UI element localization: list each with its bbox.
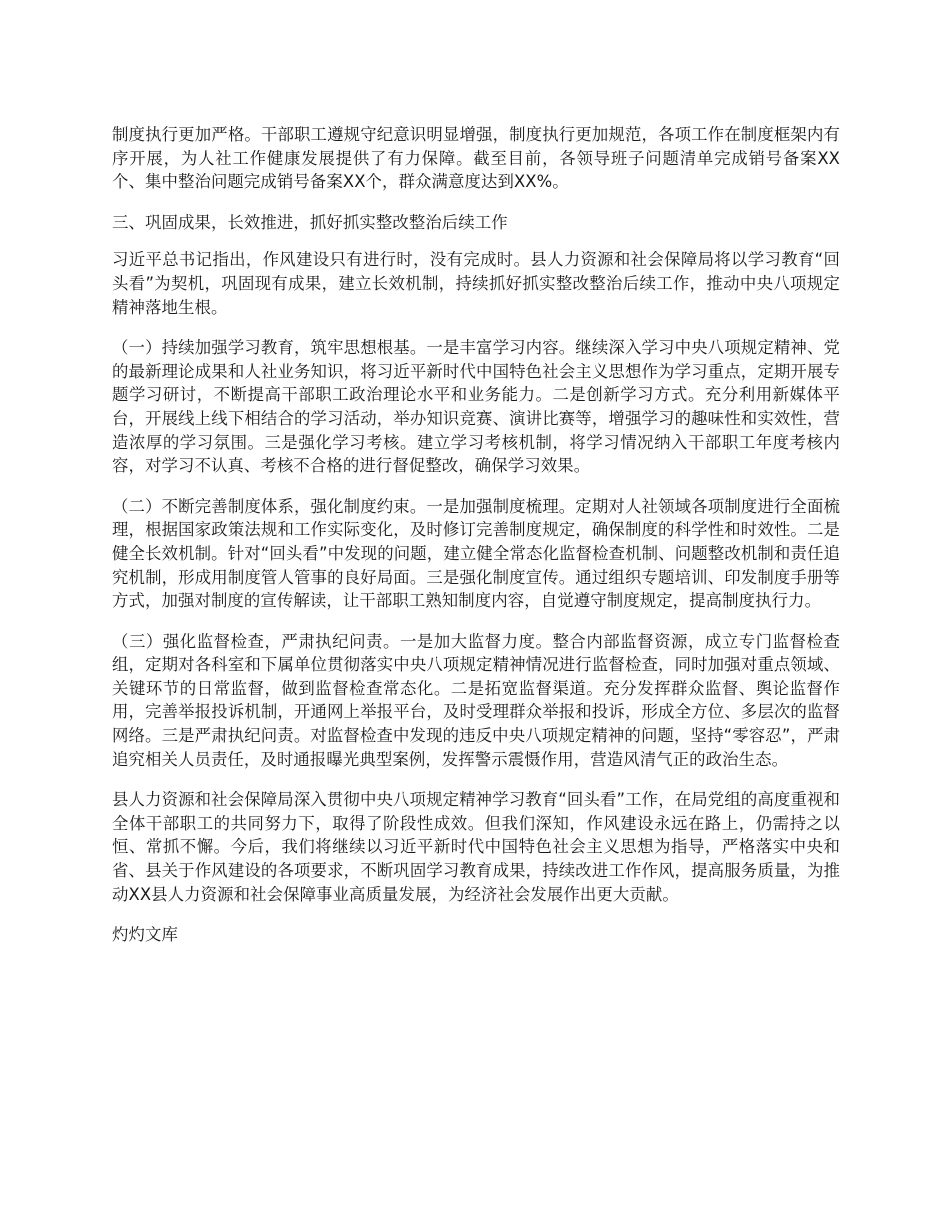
- section-heading: 三、巩固成果，长效推进，抓好抓实整改整治后续工作: [112, 212, 508, 232]
- paragraph-section-lead: 习近平总书记指出，作风建设只有进行时，没有完成时。县人力资源和社会保障局将以学习教育“回头看”为契机，巩固现有成果，建立长效机制，持续抓好抓实整改整治后续工作，推动中央八项规定精神落地生根。: [112, 250, 840, 317]
- paragraph-item-1: （一）持续加强学习教育，筑牢思想根基。一是丰富学习内容。继续深入学习中央八项规定精神、党的最新理论成果和人社业务知识，将习近平新时代中国特色社会主义思想作为学习重点，定期开展专题学习研讨，不断提高干部职工政治理论水平和业务能力。二是创新学习方式。充分利用新媒体平台，开展线上线下相结合的学习活动，举办知识竞赛、演讲比赛等，增强学习的趣味性和实效性，营造浓厚的学习氛围。三是强化学习考核。建立学习考核机制，将学习情况纳入干部职工年度考核内容，对学习不认真、考核不合格的进行督促整改，确保学习效果。: [112, 338, 840, 476]
- paragraph-conclusion: 县人力资源和社会保障局深入贯彻中央八项规定精神学习教育“回头看”工作，在局党组的高度重视和全体干部职工的共同努力下，取得了阶段性成效。但我们深知，作风建设永远在路上，仍需持之以恒、常抓不懈。今后，我们将继续以习近平新时代中国特色社会主义思想为指导，严格落实中央和省、县关于作风建设的各项要求，不断巩固学习教育成果，持续改进工作作风，提高服务质量，为推动XX县人力资源和社会保障事业高质量发展，为经济社会发展作出更大贡献。: [112, 790, 840, 904]
- paragraph-item-3: （三）强化监督检查，严肃执纪问责。一是加大监督力度。整合内部监督资源，成立专门监督检查组，定期对各科室和下属单位贯彻落实中央八项规定精神情况进行监督检查，同时加强对重点领域、关键环节的日常监督，做到监督检查常态化。二是拓宽监督渠道。充分发挥群众监督、舆论监督作用，完善举报投诉机制，开通网上举报平台，及时受理群众举报和投诉，形成全方位、多层次的监督网络。三是严肃执纪问责。对监督检查中发现的违反中央八项规定精神的问题，坚持“零容忍”，严肃追究相关人员责任，及时通报曝光典型案例，发挥警示震慑作用，营造风清气正的政治生态。: [112, 631, 840, 769]
- paragraph-item-2: （二）不断完善制度体系，强化制度约束。一是加强制度梳理。定期对人社领域各项制度进行全面梳理，根据国家政策法规和工作实际变化，及时修订完善制度规定，确保制度的科学性和时效性。二是健全长效机制。针对“回头看”中发现的问题，建立健全常态化监督检查机制、问题整改机制和责任追究机制，形成用制度管人管事的良好局面。三是强化制度宣传。通过组织专题培训、印发制度手册等方式，加强对制度的宣传解读，让干部职工熟知制度内容，自觉遵守制度规定，提高制度执行力。: [112, 496, 840, 611]
- paragraph-intro: 制度执行更加严格。干部职工遵规守纪意识明显增强，制度执行更加规范，各项工作在制度框架内有序开展，为人社工作健康发展提供了有力保障。截至目前，各领导班子问题清单完成销号备案XX个、集中整治问题完成销号备案XX个，群众满意度达到XX%。: [112, 125, 840, 192]
- source-note: 灼灼文库: [112, 925, 178, 945]
